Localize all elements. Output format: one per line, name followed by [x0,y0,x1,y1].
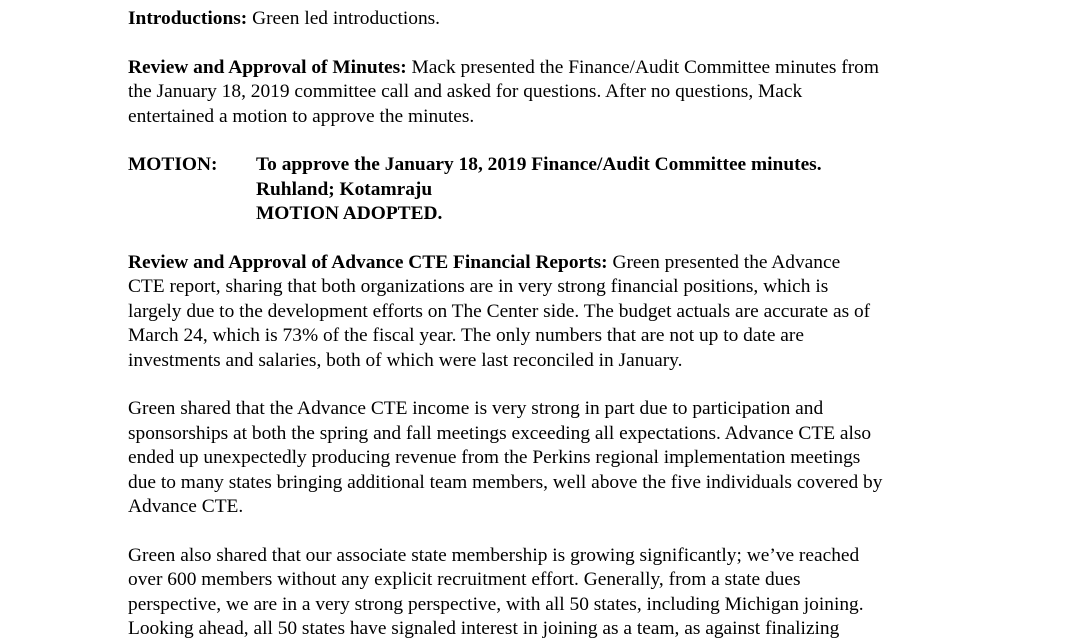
income-paragraph [128,397,968,519]
introductions-heading: Introductions: [128,8,248,29]
minutes-line-1: Mack presented the Finance/Audit Committee minutes from [406,56,879,78]
membership-line-4-partial: Looking ahead, all 50 states have signaled interest in joining as a team, as against finalizing [128,618,840,639]
motion-result: MOTION ADOPTED. [256,203,443,225]
motion-movers: Ruhland; Kotamraju [256,178,433,200]
minutes-line-3: entertained a motion to approve the minutes. [128,105,475,127]
minutes-line-2: the January 18, 2019 committee call and asked for questions. After no questions, Mack [128,81,803,103]
minutes-heading: Review and Approval of Minutes: [128,56,407,78]
financial-line-5: investments and salaries, both of which were last reconciled in January. [128,349,683,371]
minutes-paragraph [128,56,968,129]
document-page [128,7,968,641]
financial-line-3: largely due to the development efforts on The Center side. The budget actuals are accurate as of [128,300,871,322]
motion-text: To approve the January 18, 2019 Finance/Audit Committee minutes. [256,154,822,176]
financial-paragraph [128,251,968,373]
income-line-2: sponsorships at both the spring and fall meetings exceeding all expectations. Advance CTE also [128,422,872,444]
financial-heading: Review and Approval of Advance CTE Financial Reports: [128,252,608,274]
motion-body [256,153,968,226]
motion-label: MOTION: [128,154,218,176]
income-line-5: Advance CTE. [128,496,244,518]
membership-paragraph [128,544,968,617]
financial-line-4: March 24, which is 73% of the fiscal year. The only numbers that are not up to date are [128,325,804,347]
introductions-text: Green led introductions. [247,8,441,29]
financial-line-1: Green presented the Advance [607,252,841,274]
income-line-4: due to many states bringing additional team members, well above the five individuals covered by [128,471,883,493]
membership-line-1: Green also shared that our associate state membership is growing significantly; we’ve reached [128,544,860,566]
motion-block [128,153,968,226]
membership-line-2: over 600 members without any explicit recruitment effort. Generally, from a state dues [128,569,801,591]
income-line-1: Green shared that the Advance CTE income is very strong in part due to participation and [128,398,824,420]
income-line-3: ended up unexpectedly producing revenue from the Perkins regional implementation meetings [128,447,861,469]
financial-line-2: CTE report, sharing that both organizations are in very strong financial positions, which is [128,276,829,298]
introductions-paragraph [128,7,968,31]
membership-line-3: perspective, we are in a very strong perspective, with all 50 states, including Michigan joining. [128,593,864,615]
